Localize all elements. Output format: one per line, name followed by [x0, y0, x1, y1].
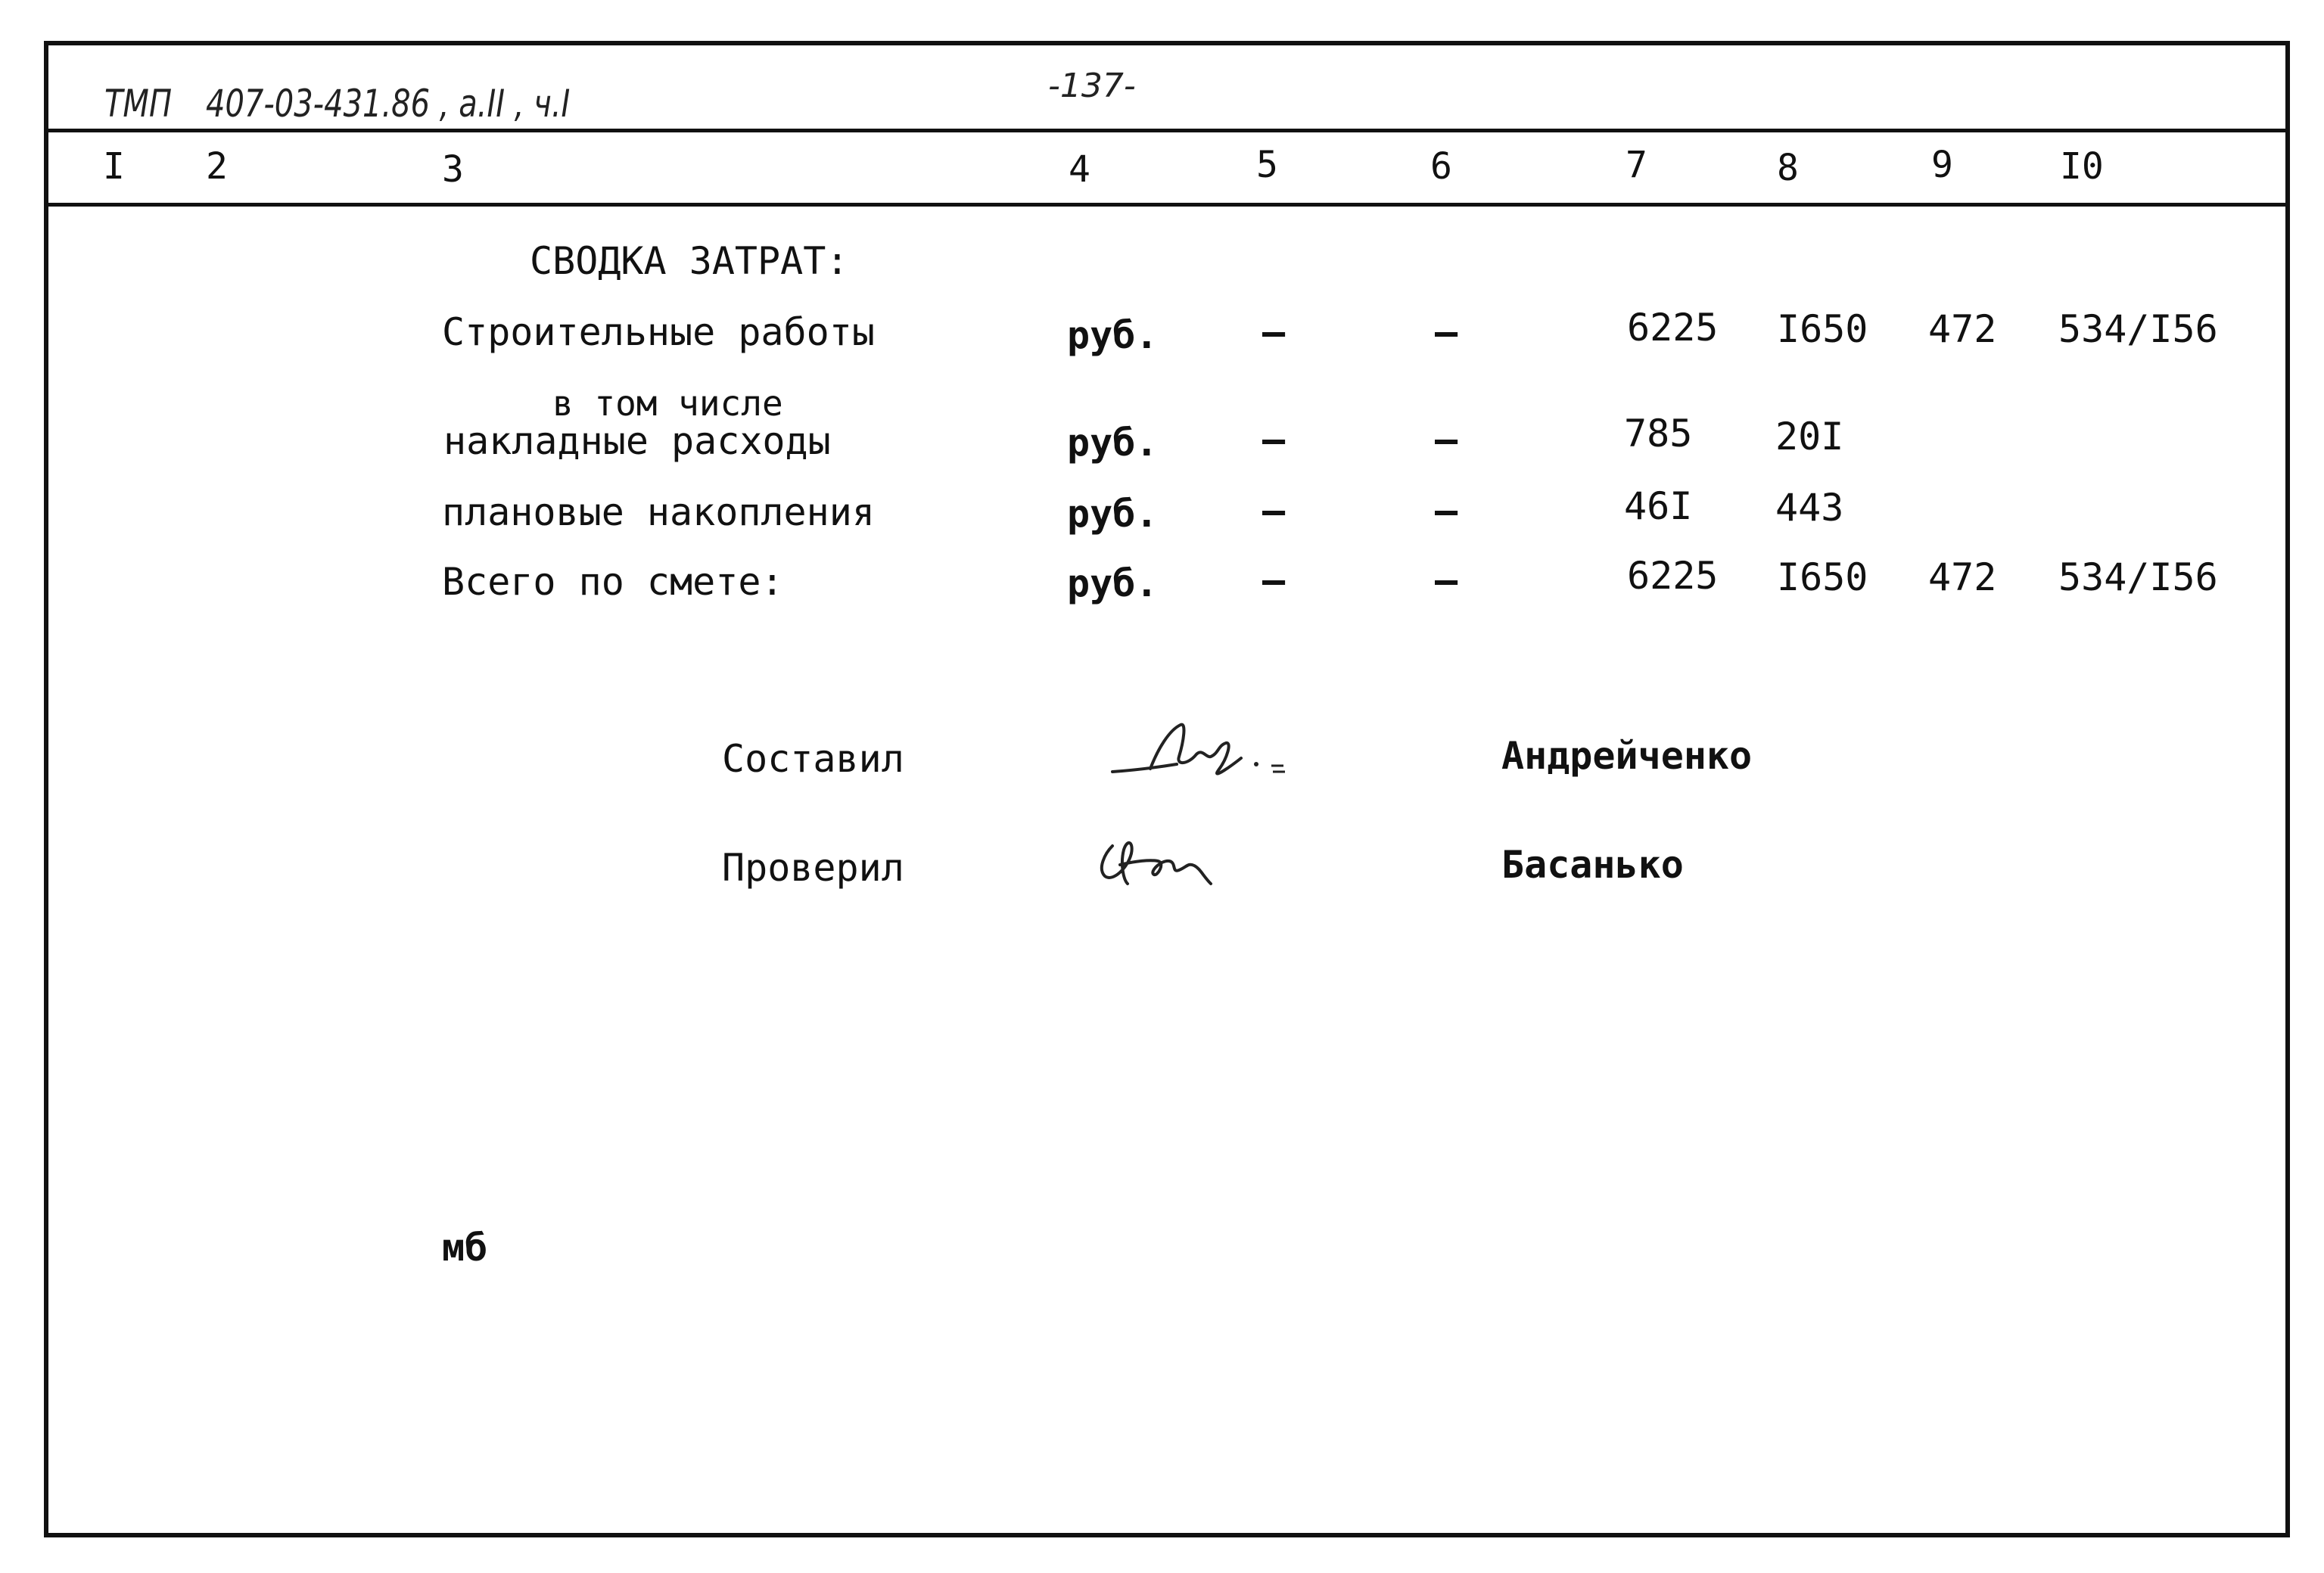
- row-col7: 785: [1624, 412, 1693, 455]
- row-col6: –: [1435, 489, 1458, 533]
- row-col8: 20I: [1775, 415, 1844, 459]
- row-col6: –: [1435, 418, 1458, 462]
- column-header-5: 5: [1256, 144, 1278, 186]
- signature-name: Басанько: [1501, 843, 1684, 887]
- signature-handwritten-2: [1090, 823, 1226, 899]
- footer-mark: мб: [442, 1226, 488, 1270]
- header-divider: [44, 129, 2290, 132]
- column-header-divider: [44, 203, 2290, 207]
- document-code-prefix: ТМП: [104, 82, 173, 126]
- page-number: -137-: [1048, 67, 1136, 105]
- row-col8: I650: [1777, 555, 1868, 599]
- column-header-8: 8: [1777, 147, 1799, 189]
- row-label: накладные расходы: [443, 419, 831, 463]
- row-unit: руб.: [1067, 313, 1159, 357]
- row-col8: 443: [1775, 486, 1844, 530]
- column-header-2: 2: [206, 145, 228, 188]
- column-header-10: I0: [2060, 145, 2104, 188]
- row-label: плановые накопления: [442, 490, 875, 534]
- column-header-9: 9: [1931, 144, 1953, 186]
- row-label-prefix: в том числе: [552, 383, 783, 424]
- row-col7: 6225: [1627, 306, 1719, 350]
- row-col9: 472: [1928, 555, 1997, 599]
- row-col10: 534/I56: [2058, 555, 2218, 599]
- row-unit: руб.: [1067, 421, 1159, 465]
- row-label: Всего по смете:: [442, 560, 784, 604]
- signature-role: Составил: [722, 737, 904, 781]
- row-col5: –: [1262, 489, 1286, 533]
- row-col6: –: [1435, 558, 1458, 602]
- row-unit: руб.: [1067, 492, 1159, 536]
- column-header-4: 4: [1069, 148, 1090, 191]
- row-label: Строительные работы: [442, 310, 875, 354]
- row-col5: –: [1262, 310, 1286, 354]
- row-col10: 534/I56: [2058, 307, 2218, 351]
- row-col9: 472: [1928, 307, 1997, 351]
- section-title: СВОДКА ЗАТРАТ:: [530, 239, 849, 283]
- signature-name: Андрейченко: [1501, 734, 1753, 778]
- signature-role: Проверил: [722, 846, 904, 890]
- signature-handwritten-1: [1105, 711, 1302, 794]
- row-col5: –: [1262, 418, 1286, 462]
- row-col7: 46I: [1624, 484, 1693, 528]
- row-col5: –: [1262, 558, 1286, 602]
- column-header-1: I: [103, 145, 125, 188]
- column-header-6: 6: [1430, 145, 1452, 188]
- column-header-3: 3: [442, 148, 464, 191]
- row-col6: –: [1435, 310, 1458, 354]
- row-col8: I650: [1777, 307, 1868, 351]
- document-code: 407-03-431.86 , а.II , ч.I: [206, 82, 571, 126]
- row-unit: руб.: [1067, 561, 1159, 605]
- column-header-7: 7: [1626, 144, 1647, 186]
- row-col7: 6225: [1627, 554, 1719, 598]
